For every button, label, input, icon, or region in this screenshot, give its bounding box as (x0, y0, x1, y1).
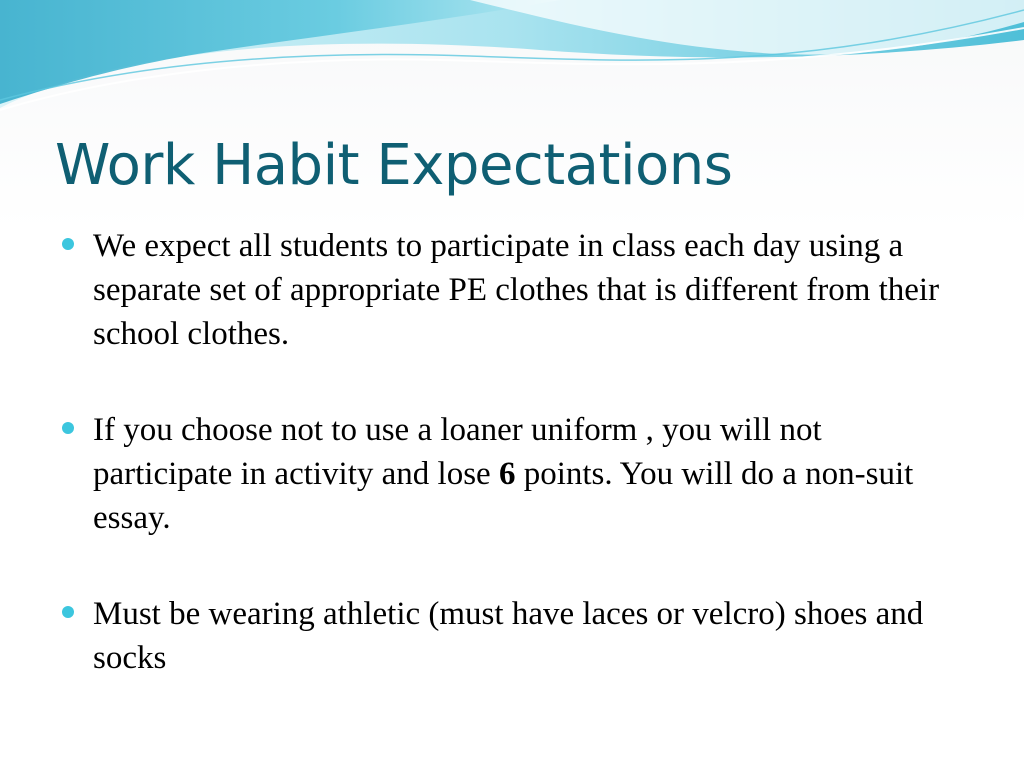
bullet-text: Must be wearing athletic (must have laces or velcro) shoes and socks (93, 596, 924, 676)
header-wave-decoration (0, 0, 1024, 130)
bullet-text: We expect all students to participate in class each day using a separate set of appropriate PE clothes that is different from their school clothes. (93, 228, 940, 352)
bullet-text-before: If you choose not to use a loaner uniform , you will not participate in activity and lose (93, 412, 822, 492)
bullet-text (93, 412, 913, 536)
bullet-list (62, 224, 962, 732)
bullet-dot-icon (62, 238, 74, 250)
bullet-dot-icon (62, 606, 74, 618)
bullet-dot-icon (62, 422, 74, 434)
slide-title: Work Habit Expectations (55, 133, 733, 198)
bullet-text-after: points. You will do a non-suit essay. (93, 456, 914, 536)
bullet-item (62, 224, 962, 356)
bullet-item (62, 408, 962, 540)
bullet-text-bold: 6 (498, 456, 516, 492)
bullet-item (62, 592, 962, 680)
